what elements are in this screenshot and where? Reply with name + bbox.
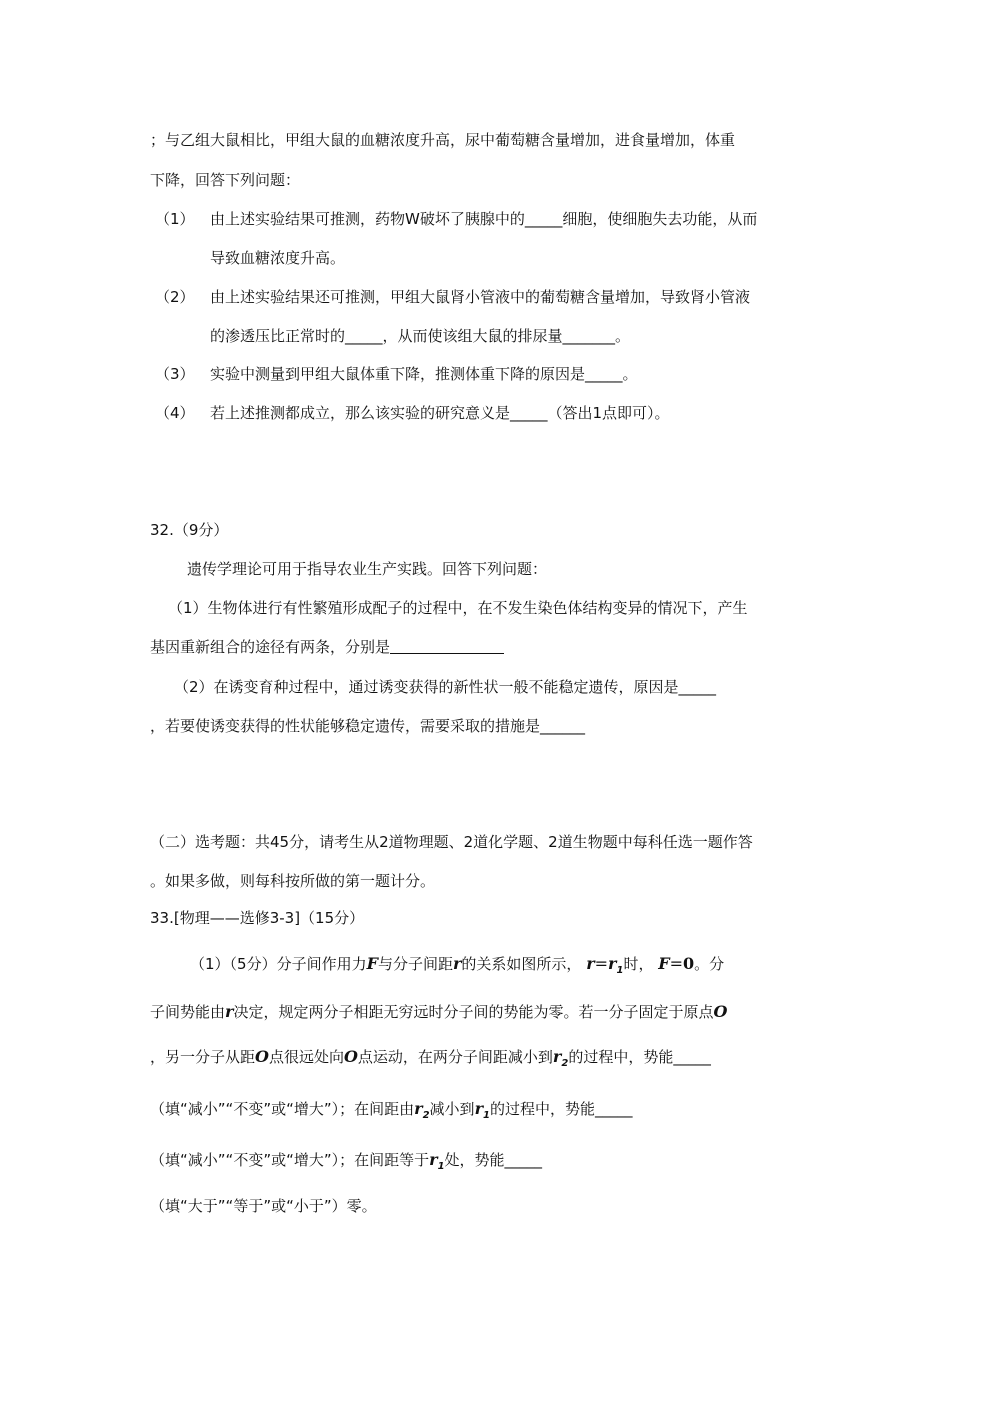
q33-line-5 [150,1150,542,1177]
q33-l4-b: 减小到 [429,1100,475,1118]
q31-2-number: （2） [155,288,195,306]
q33-line-3 [150,1047,711,1074]
q33-l3-b: 点很远处向 [268,1048,344,1066]
symbol-O: O [255,1047,269,1066]
q33-l2-a: 子间势能由 [150,1003,226,1021]
subscript-1: 1 [483,1110,490,1121]
q33-l1-c: 的关系如图所示， [461,955,582,973]
symbol-zero: 0 [683,954,695,973]
q33-l1-a: （1）（5分）分子间作用力 [190,955,367,973]
section2-line-1: （二）选考题：共45分，请考生从2道物理题、2道化学题、2道生物题中每科任选一题作答 [150,833,753,851]
subscript-1: 1 [437,1161,445,1172]
q33-l3-d: 的过程中，势能_____ [568,1048,711,1066]
q33-line-1 [190,954,724,981]
q31-4-line-1: 若上述推测都成立，那么该实验的研究意义是_____（答出1点即可）。 [210,404,670,422]
symbol-r: r [225,1002,234,1021]
q33-l3-c: 点运动，在两分子间距减小到 [357,1048,553,1066]
symbol-r1: r [474,1099,483,1118]
q31-4-number: （4） [155,404,195,422]
symbol-equals: = [669,954,684,973]
section2-line-2: 。如果多做，则每科按所做的第一题计分。 [150,872,436,890]
q33-line-6: （填“大于”“等于”或“小于”）零。 [150,1197,377,1215]
q31-2-line-1: 由上述实验结果还可推测，甲组大鼠肾小管液中的葡萄糖含量增加，导致肾小管液 [210,288,751,306]
q33-header: 33.[物理——选修3-3]（15分） [150,909,365,927]
q32-header: 32.（9分） [150,521,229,539]
q32-p2-line-1: （2）在诱变育种过程中，通过诱变获得的新性状一般不能稳定遗传，原因是_____ [174,678,717,696]
q31-3-number: （3） [155,365,195,383]
symbol-F: F [658,954,670,973]
q33-l5-b: 处，势能_____ [444,1151,543,1169]
q32-p1-line-2 [150,637,504,657]
symbol-r1: r [429,1150,438,1169]
q33-l3-a: ，另一分子从距 [150,1048,256,1066]
q31-3-line-1: 实验中测量到甲组大鼠体重下降，推测体重下降的原因是_____。 [210,365,638,383]
q33-l1-e: 。分 [694,955,725,973]
q33-line-4 [150,1099,632,1126]
q33-l1-b: 与分子间距 [377,955,453,973]
q31-1-line-1: 由上述实验结果可推测，药物W破坏了胰腺中的_____细胞，使细胞失去功能，从而 [210,210,758,228]
q33-l4-a: （填“减小”“不变”或“增大”）；在间距由 [150,1100,415,1118]
q33-l1-d: 时， [623,955,654,973]
symbol-O: O [713,1002,728,1021]
subscript-1: 1 [616,965,624,976]
q31-2-line-2: 的渗透压比正常时的_____，从而使该组大鼠的排尿量_______。 [210,327,631,345]
intro-line-2: 下降，回答下列问题： [150,171,301,189]
symbol-F: F [366,954,378,973]
q31-1-number: （1） [155,210,195,228]
q32-p1-line-2-text: 基因重新组合的途径有两条，分别是 [150,638,391,656]
q32-p2-line-2: ，若要使诱变获得的性状能够稳定遗传，需要采取的措施是______ [150,717,586,735]
subscript-2: 2 [561,1058,569,1069]
q33-l5-a: （填“减小”“不变”或“增大”）；在间距等于 [150,1151,430,1169]
q31-1-line-2: 导致血糖浓度升高。 [210,249,346,267]
symbol-r2: r [414,1099,423,1118]
q32-intro: 遗传学理论可用于指导农业生产实践。回答下列问题： [187,560,548,578]
subscript-2: 2 [422,1110,430,1121]
symbol-r1: r [608,954,617,973]
q33-l4-c: 的过程中，势能_____ [489,1100,633,1118]
q33-l2-b: 决定，规定两分子相距无穷远时分子间的势能为零。若一分子固定于原点 [233,1003,714,1021]
symbol-r: r [452,954,462,973]
symbol-O: O [343,1047,358,1066]
symbol-r2: r [552,1047,562,1066]
answer-blank [390,639,504,654]
q33-line-2 [150,1002,727,1022]
symbol-r: r [586,954,595,973]
symbol-equals: = [594,954,609,973]
q32-p1-line-1: （1）生物体进行有性繁殖形成配子的过程中，在不发生染色体结构变异的情况下，产生 [168,599,748,617]
intro-line-1: ；与乙组大鼠相比，甲组大鼠的血糖浓度升高，尿中葡萄糖含量增加，进食量增加，体重 [150,131,736,149]
